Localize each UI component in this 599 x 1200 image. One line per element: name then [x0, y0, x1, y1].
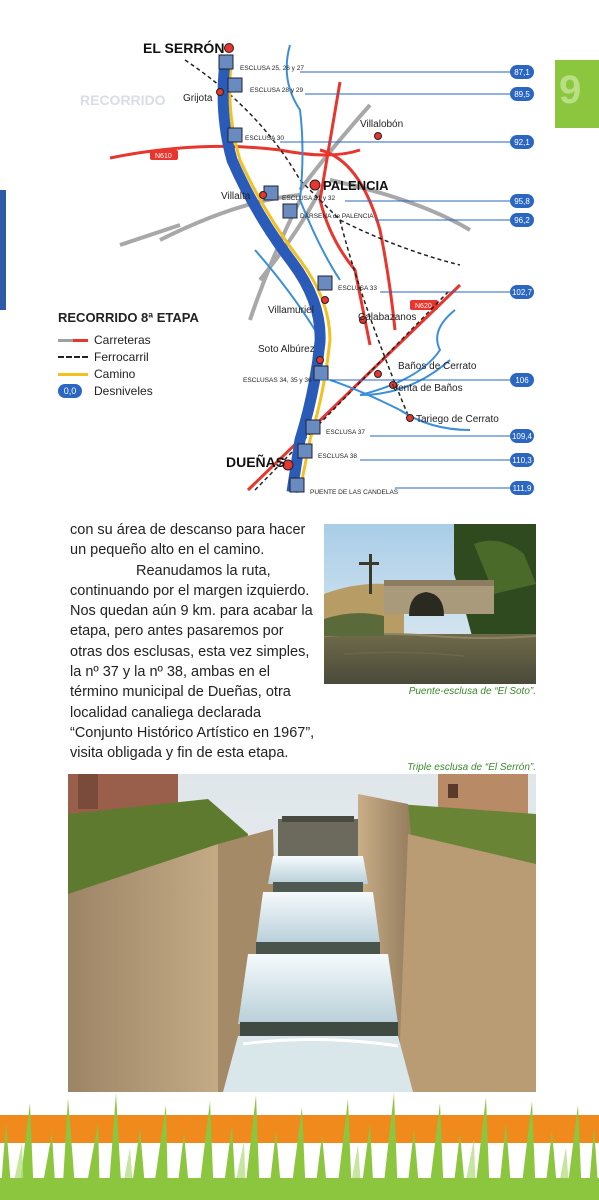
grass-footer — [0, 1093, 599, 1200]
path-swatch-icon — [58, 369, 88, 379]
elevation-9: 110,3 — [512, 456, 532, 465]
elevation-3: 92,1 — [514, 138, 530, 147]
elevation-2: 89,5 — [514, 90, 530, 99]
town-villalta: Villalta — [221, 191, 251, 202]
town-duenas: DUEÑAS — [226, 454, 286, 470]
grass-footer-illustration — [0, 1093, 599, 1200]
road-n610: N610 — [155, 153, 172, 160]
route-map — [0, 0, 599, 520]
body-text — [70, 520, 318, 764]
photo-el-soto — [324, 524, 536, 684]
lock-label-9: ESCLUSA 38 — [318, 453, 358, 460]
lock-label-6: ESCLUSA 33 — [338, 285, 378, 292]
lock-label-5: DÁRSENA de PALENCIA — [300, 213, 374, 220]
body-paragraph-2: Reanudamos la ruta, continuando por el margen izquierdo. Nos quedan aún 9 km. para acabar la etapa, pero antes pasaremos por otras dos esclusas, esta vez simples, la nº 37 y la nº 38, ambas en el término municipal de Dueñas, otra localidad canaliega declarada “Conjunto Histórico Artístico en 1967”, visita obligada y fin de esta etapa. — [70, 562, 315, 762]
elevation-8: 109,4 — [511, 432, 533, 441]
legend-title: RECORRIDO 8ª ETAPA — [58, 310, 199, 325]
legend-row-elevation — [58, 382, 228, 399]
photo-el-serron-illustration — [68, 774, 536, 1092]
elevation-5: 96,2 — [514, 216, 530, 225]
caption-el-soto: Puente-esclusa de “El Soto”. — [408, 686, 536, 697]
town-tariego: Tariego de Cerrato — [416, 414, 499, 425]
elevation-4: 95,8 — [514, 197, 530, 206]
map-legend — [58, 310, 228, 399]
ghost-heading: RECORRIDO — [80, 92, 166, 108]
elevation-6: 102,7 — [511, 288, 533, 297]
road-swatch-icon — [58, 335, 88, 345]
chapter-tab-number: 9 — [559, 68, 582, 112]
legend-row-roads — [58, 331, 228, 348]
lock-label-4: ESCLUSA 31 y 32 — [282, 195, 336, 202]
legend-label-path: Camino — [94, 366, 136, 381]
photo-el-soto-illustration — [324, 524, 536, 684]
town-calabazanos: Calabazanos — [358, 312, 417, 323]
legend-row-rail — [58, 348, 228, 365]
road-n620: N620 — [415, 303, 432, 310]
legend-label-elevation: Desniveles — [94, 383, 153, 398]
town-soto-alburez: Soto Albúrez — [258, 344, 315, 355]
elevation-1: 87,1 — [514, 68, 530, 77]
legend-label-roads: Carreteras — [94, 332, 151, 347]
lock-label-2: ESCLUSA 28 y 29 — [250, 87, 304, 94]
lock-label-1: ESCLUSA 25, 26 y 27 — [240, 65, 304, 72]
elevation-badges — [510, 65, 534, 495]
town-el-serron: EL SERRÓN — [143, 40, 225, 56]
rivers — [255, 45, 470, 430]
road-shields — [150, 150, 438, 310]
town-villalobon: Villalobón — [360, 119, 404, 130]
body-paragraph-1: con su área de descanso para hacer un pequeño alto en el camino. — [70, 522, 306, 559]
lock-label-8: ESCLUSA 37 — [326, 429, 366, 436]
rail-swatch-icon — [58, 352, 88, 362]
lock-label-3: ESCLUSA 30 — [245, 135, 285, 142]
caption-el-serron: Triple esclusa de “El Serrón”. — [407, 762, 536, 773]
town-banos-de-cerrato: Baños de Cerrato — [398, 361, 477, 372]
legend-row-path — [58, 365, 228, 382]
town-villamuriel: Villamuriel — [268, 305, 314, 316]
elevation-badge-icon: 0,0 — [58, 384, 82, 398]
elevation-10: 111,9 — [512, 484, 532, 493]
route-map-svg — [0, 0, 599, 520]
lock-label-7: ESCLUSAS 34, 35 y 36 — [243, 377, 312, 384]
photo-el-serron — [68, 774, 536, 1092]
elevation-7: 106 — [515, 376, 529, 385]
town-grijota: Grijota — [183, 93, 213, 104]
town-venta-de-banos: Venta de Baños — [392, 383, 463, 394]
town-palencia: PALENCIA — [323, 178, 389, 193]
lock-label-10: PUENTE DE LAS CANDELAS — [310, 489, 399, 496]
legend-label-rail: Ferrocarril — [94, 349, 149, 364]
